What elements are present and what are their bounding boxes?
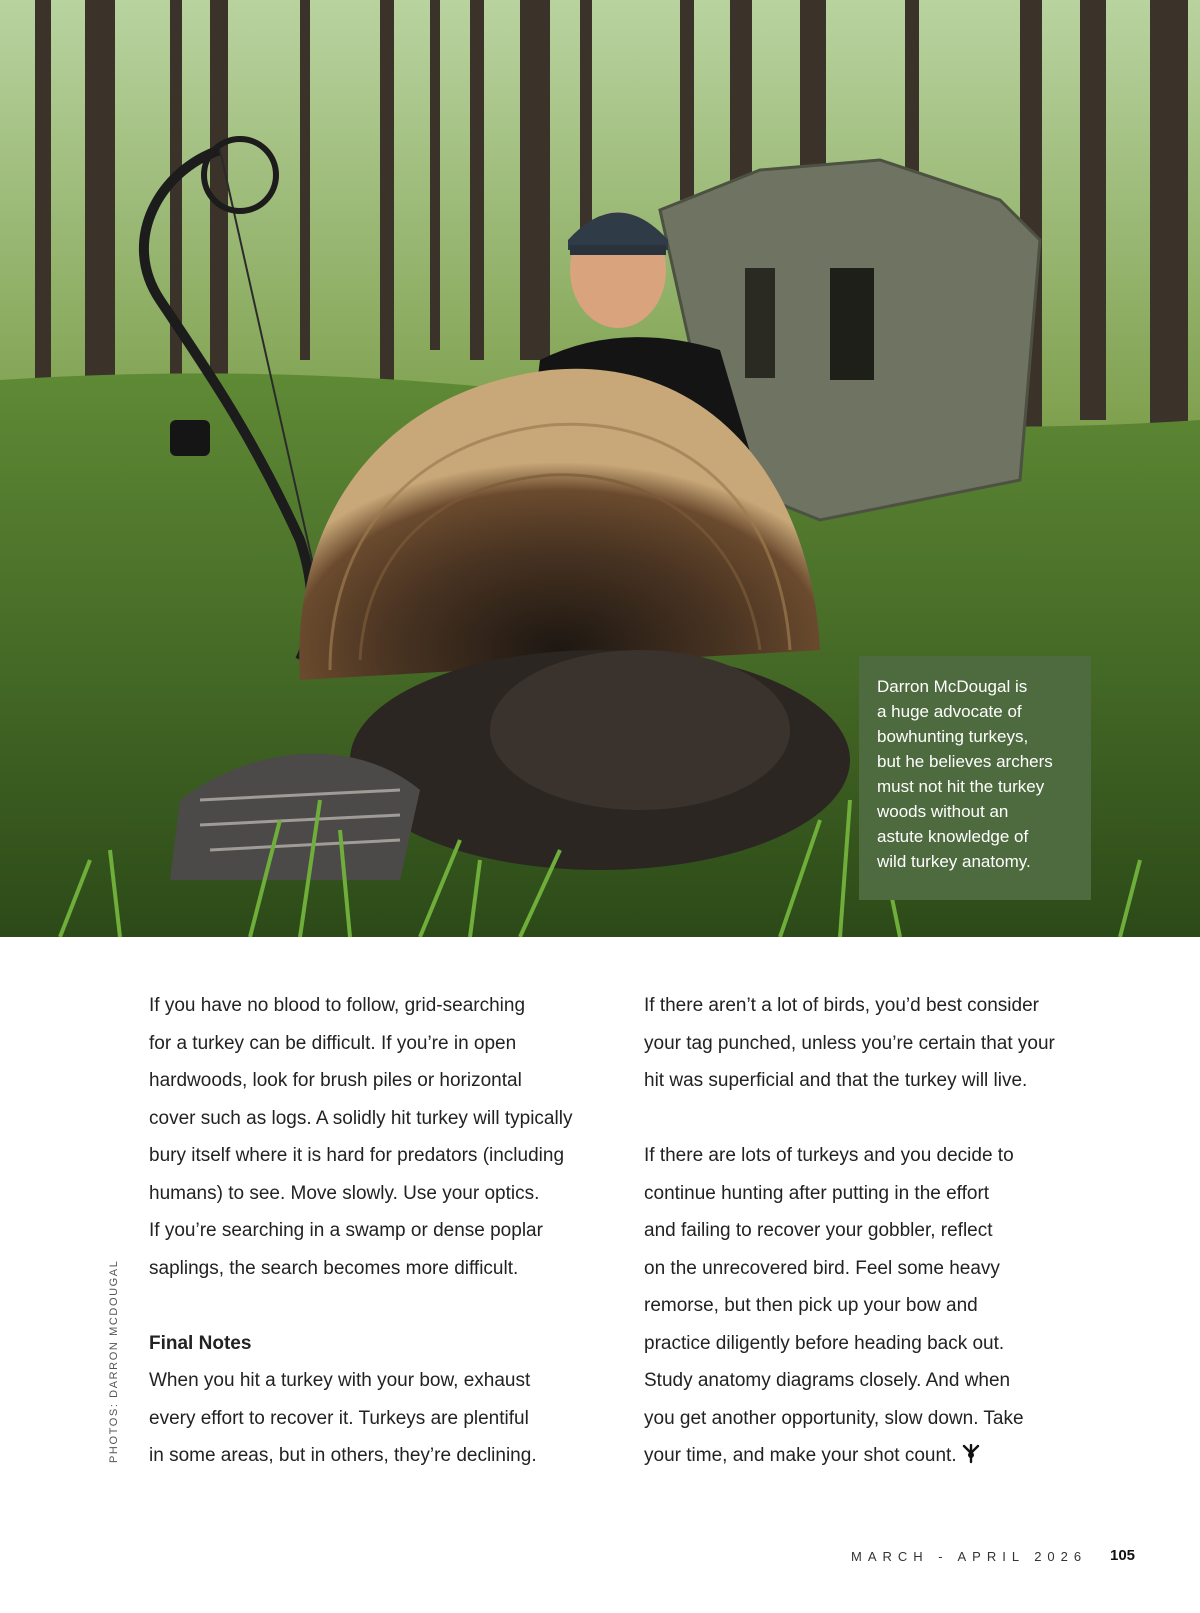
article-paragraph [644,1137,1104,1475]
page-number: 105 [1110,1547,1136,1564]
article-left-column [149,987,609,1475]
article-paragraph: If you have no blood to follow, grid-searching for a turkey can be difficult. If you’re in open hardwoods, look for brush piles or horizontal cover such as logs. A solidly hit turkey will typically bury itself where it is hard for predators (including humans) to see. Move slowly. Use your optics. If you’re searching in a swamp or dense poplar saplings, the search becomes more difficult. [149,995,573,1279]
photo-credit: PHOTOS: DARRON MCDOUGAL [108,1259,120,1463]
article-paragraph-text: If there are lots of turkeys and you decide to continue hunting after putting in the effort and failing to recover your gobbler, reflect on the unrecovered bird. Feel some heavy remorse, but then pick up your bow and practice diligently before heading back out. Study anatomy diagrams closely. And when you get another opportunity, slow down. Take your time, and make your shot count. [644,1145,1024,1466]
photo-caption: Darron McDougal is a huge advocate of bowhunting turkeys, but he believes archers must not hit the turkey woods without an astute knowledge of wild turkey anatomy. [877,677,1053,871]
section-heading: Final Notes [149,1332,252,1354]
article-paragraph: If there aren’t a lot of birds, you’d best consider your tag punched, unless you’re certain that your hit was superficial and that the turkey will live. [644,995,1055,1091]
photo-caption-box [859,656,1091,900]
issue-date: MARCH - APRIL 2026 [851,1549,1088,1564]
article-paragraph: When you hit a turkey with your bow, exhaust every effort to recover it. Turkeys are plentiful in some areas, but in others, they’re declining. [149,1370,537,1466]
turkey-track-icon [961,1444,981,1464]
article-right-column [644,987,1104,1475]
